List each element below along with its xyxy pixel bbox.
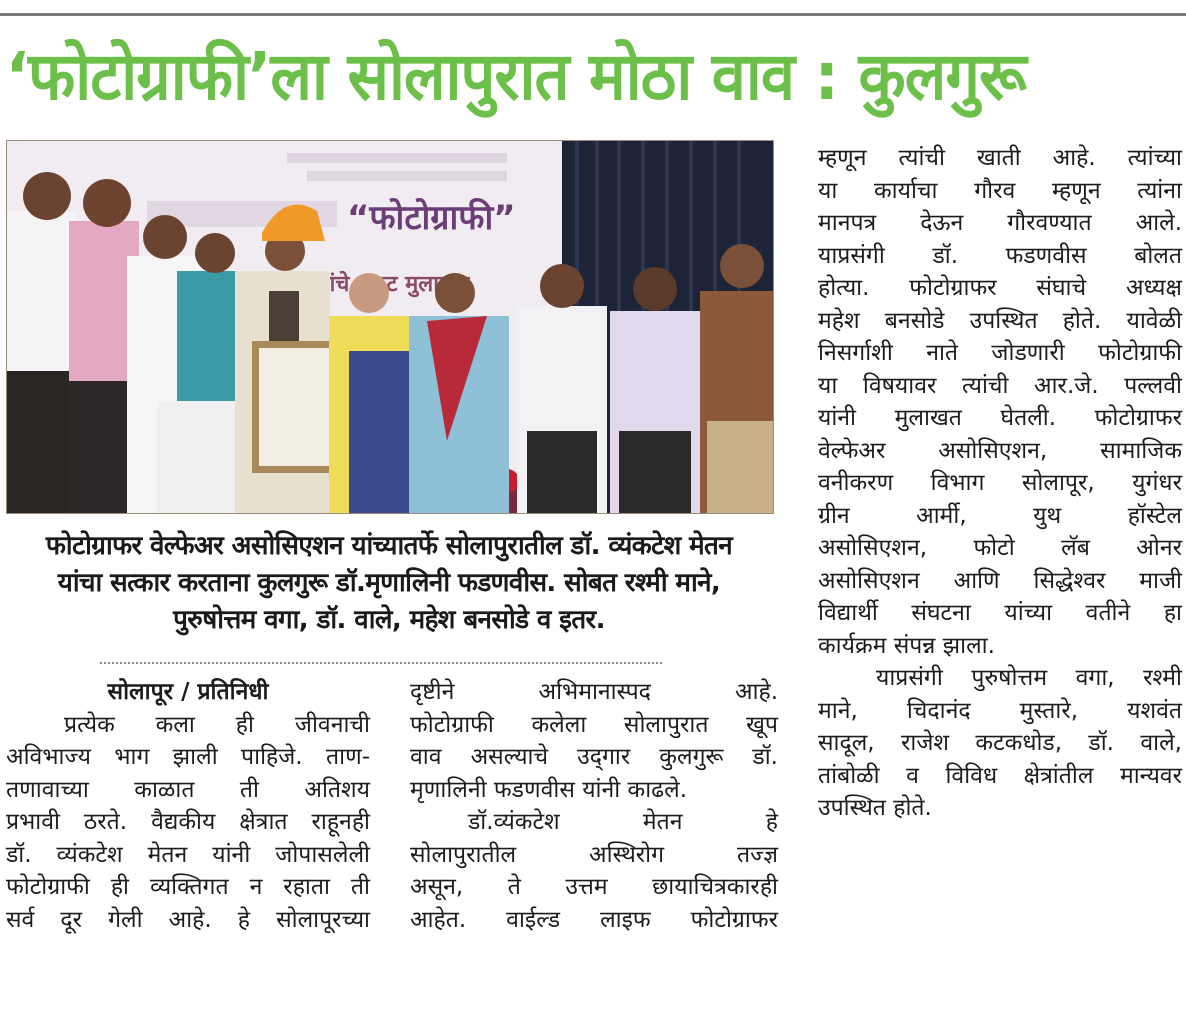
text-line: या विषयावर त्यांची आर.जे. पल्लवी	[818, 372, 1182, 399]
text-line: दृष्टीने अभिमानास्पद आहे.	[410, 679, 778, 705]
text-line: वेल्फेअर असोसिएशन, सामाजिक	[818, 437, 1182, 464]
text-line: सादूल, राजेश कटकधोड, डॉ. वाले,	[818, 730, 1182, 756]
dateline: सोलापूर / प्रतिनिधी	[107, 679, 269, 705]
text-line: या कार्याचा गौरव म्हणून त्यांना	[818, 177, 1182, 204]
svg-text:न यांचे प्रकट मुलाखत: यांचे	[316, 272, 350, 297]
text-line: असोसिएशन, फोटो लॅब ओनर	[818, 535, 1182, 561]
text-line: फोटोग्राफी ही व्यक्तिगत न रहाता ती	[6, 874, 370, 900]
text-line: याप्रसंगी पुरुषोत्तम वगा, रश्मी	[876, 665, 1182, 691]
caption-line: पुरुषोत्तम वगा, डॉ. वाले, महेश बनसोडे व इतर.	[173, 605, 605, 635]
text-line: माने, चिदानंद मुस्तारे, यशवंत	[818, 697, 1182, 724]
event-photo	[6, 140, 774, 514]
text-line: महेश बनसोडे उपस्थित होते. यावेळी	[818, 307, 1182, 334]
text-line: सर्व दूर गेली आहे. हे सोलापूरच्या	[6, 906, 370, 933]
text-line: असून, ते उत्तम छायाचित्रकारही	[410, 874, 778, 900]
text-line: यांनी मुलाखत घेतली. फोटोग्राफर	[818, 405, 1182, 431]
text-line: याप्रसंगी डॉ. फडणवीस बोलत	[818, 242, 1182, 269]
text-line: तणावाच्या काळात ती अतिशय	[6, 776, 370, 803]
text-line: होत्या. फोटोग्राफर संघाचे अध्यक्ष	[818, 275, 1182, 301]
text-line: म्हणून त्यांची खाती आहे. त्यांच्या	[818, 145, 1182, 171]
text-line: मृणालिनी फडणवीस यांनी काढले.	[410, 776, 688, 803]
photo-caption	[6, 528, 772, 639]
caption-line: फोटोग्राफर वेल्फेअर असोसिएशन यांच्यातर्फे सोलापुरातील डॉ. व्यंकटेश मेतन	[45, 531, 733, 561]
text-line: मानपत्र देऊन गौरवण्यात आले.	[818, 210, 1182, 236]
text-line: डॉ.व्यंकटेश मेतन हे	[468, 809, 778, 835]
text-line: ग्रीन आर्मी, युथ हॉस्टेल	[818, 502, 1182, 529]
text-line: फोटोग्राफी कलेला सोलापुरात खूप	[410, 711, 778, 738]
text-line: उपस्थित होते.	[818, 795, 932, 821]
caption-line: यांचा सत्कार करताना कुलगुरू डॉ.मृणालिनी फडणवीस. सोबत रश्मी माने,	[57, 568, 721, 598]
text-line: आहेत. वाईल्ड लाइफ फोटोग्राफर	[410, 906, 778, 933]
text-line: असोसिएशन आणि सिद्धेश्वर माजी	[818, 567, 1182, 594]
article-column-2	[410, 676, 778, 936]
headline: ‘फोटोग्राफी’ला सोलापुरात मोठा वाव : कुलगुरू	[5, 38, 1026, 115]
article-column-1	[6, 676, 370, 936]
article-column-3	[818, 142, 1182, 825]
text-line: निसर्गाशी नाते जोडणारी फोटोग्राफी	[818, 340, 1182, 366]
text-line: वनीकरण विभाग सोलापूर, युगंधर	[818, 470, 1182, 496]
text-line: सोलापुरातील अस्थिरोग तज्ज्ञ	[410, 841, 778, 868]
text-line: वाव असल्याचे उद्‌गार कुलगुरू डॉ.	[410, 744, 778, 770]
caption-divider	[100, 662, 662, 664]
text-line: कार्यक्रम संपन्न झाला.	[818, 632, 995, 659]
text-line: प्रभावी ठरते. वैद्यकीय क्षेत्रात राहूनही	[6, 809, 370, 835]
text-line: तांबोळी व विविध क्षेत्रांतील मान्यवर	[818, 762, 1182, 789]
banner-title: “फोटोग्राफी”	[347, 198, 516, 238]
text-line: प्रत्येक कला ही जीवनाची	[64, 711, 370, 738]
text-line: विद्यार्थी संघटना यांच्या वतीने हा	[818, 600, 1182, 626]
top-rule	[0, 13, 1186, 16]
text-line: अविभाज्य भाग झाली पाहिजे. ताण-	[6, 744, 370, 770]
text-line: डॉ. व्यंकटेश मेतन यांनी जोपासलेली	[6, 841, 370, 868]
